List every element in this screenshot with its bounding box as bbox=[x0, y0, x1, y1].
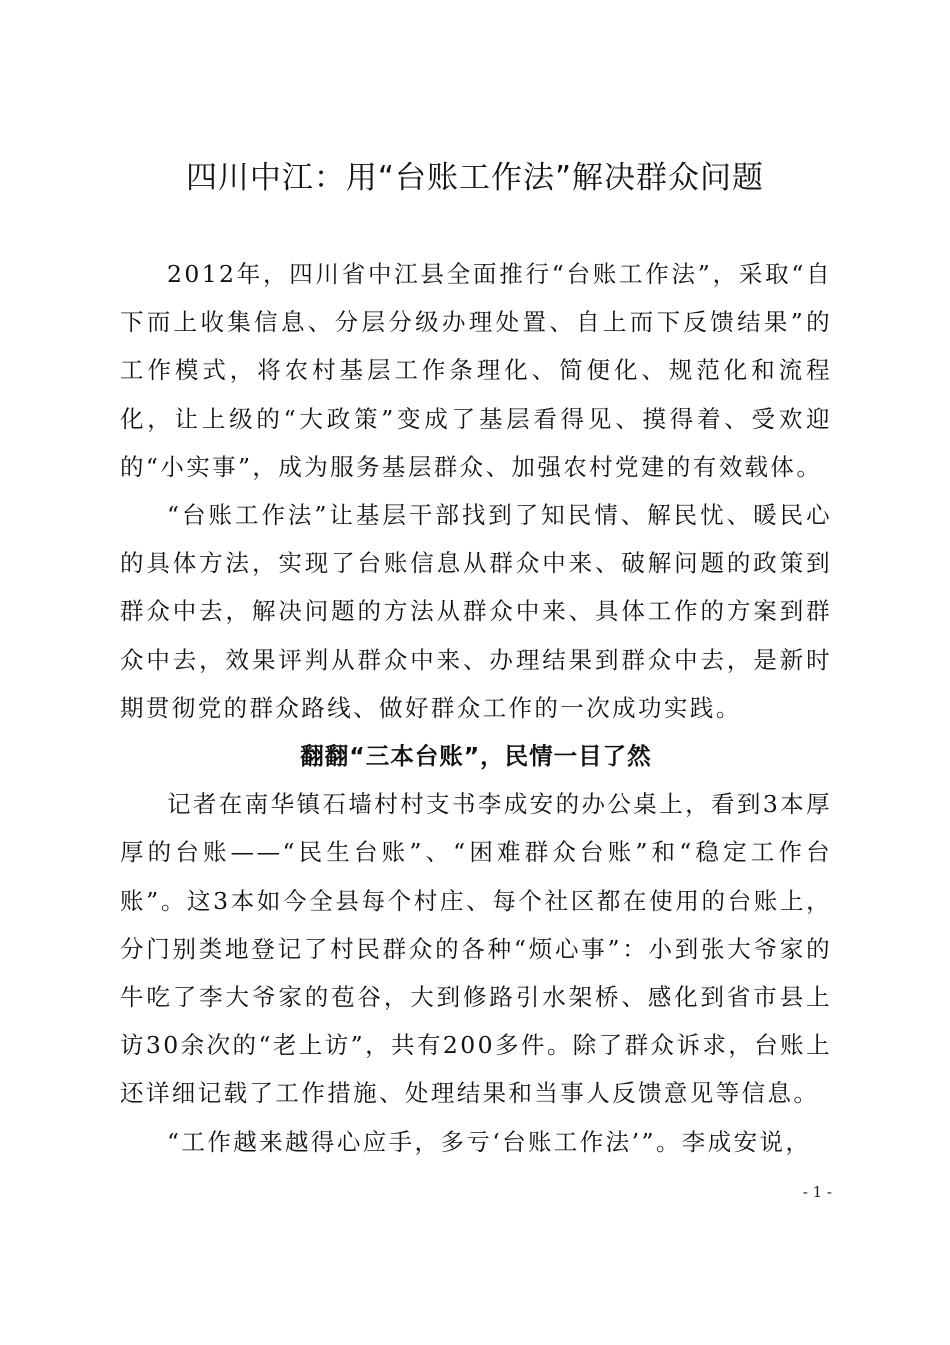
document-title: 四川中江：用“台账工作法”解决群众问题 bbox=[185, 160, 765, 196]
paragraph-intro: 2012年，四川省中江县全面推行“台账工作法”，采取“自下而上收集信息、分层分级办理处置、自上而下反馈结果”的工作模式，将农村基层工作条理化、简便化、规范化和流程化，让上级的“大政策”变成了基层看得见、摸得着、受欢迎的“小实事”，成为服务基层群众、加强农村党建的有效载体。 bbox=[120, 260, 832, 481]
paragraph-ledgers: 记者在南华镇石墙村村支书李成安的办公桌上，看到3本厚厚的台账——“民生台账”、“困难群众台账”和“稳定工作台账”。这3本如今全县每个村庄、每个社区都在使用的台账上，分门别类地登记了村民群众的各种“烦心事”：小到张大爷家的牛吃了李大爷家的苞谷，大到修路引水架桥、感化到省市县上访30余次的“老上访”，共有200多件。除了群众诉求，台账上还详细记载了工作措施、处理结果和当事人反馈意见等信息。 bbox=[120, 790, 832, 1108]
paragraph-method: “台账工作法”让基层干部找到了知民情、解民忧、暖民心的具体方法，实现了台账信息从群众中来、破解问题的政策到群众中去，解决问题的方法从群众中来、具体工作的方案到群众中去，效果评判从群众中来、办理结果到群众中去，是新时期贯彻党的群众路线、做好群众工作的一次成功实践。 bbox=[120, 501, 832, 722]
document-body bbox=[120, 250, 832, 1166]
page-number: - 1 - bbox=[802, 1183, 832, 1201]
section-heading: 翻翻“三本台账”，民情一目了然 bbox=[300, 742, 652, 771]
paragraph-quote: “工作越来越得心应手，多亏‘台账工作法’”。李成安说， bbox=[167, 1127, 812, 1156]
